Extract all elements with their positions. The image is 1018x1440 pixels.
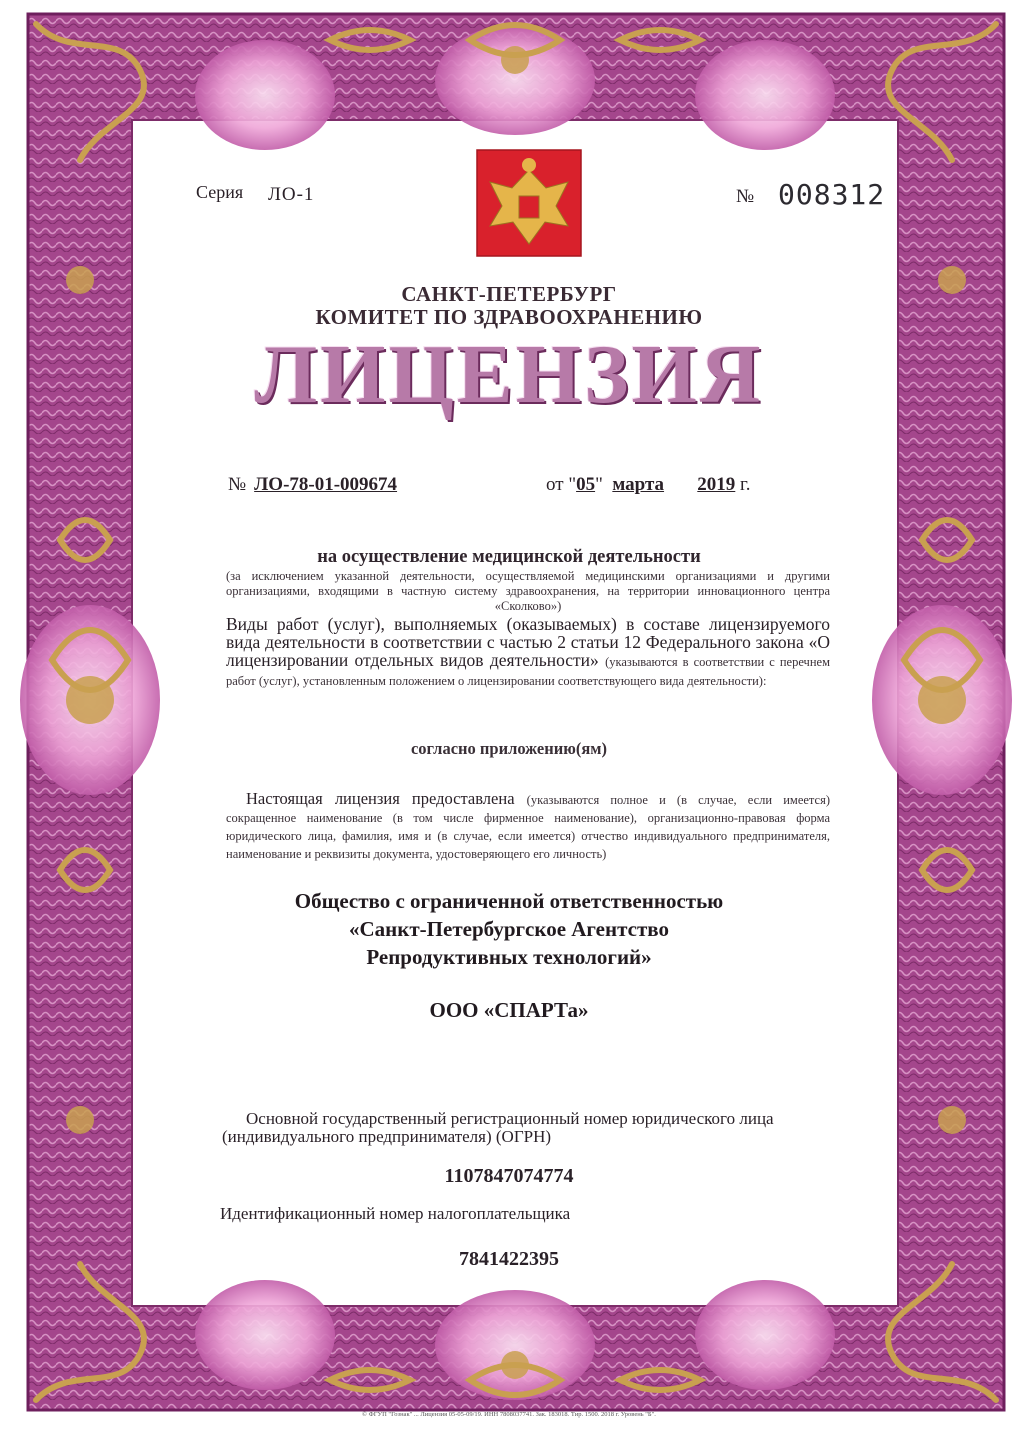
- license-date: от "05" марта 2019 г.: [546, 474, 751, 495]
- date-year: 2019: [697, 474, 736, 495]
- works-note: (указываются в соответствии с перечнем работ (услуг), установленным положением о лицензировании соответствующего вида деятельности):: [226, 655, 830, 688]
- printer-imprint: © ФГУП "Гознак" ... Лицензия 05-05-09/19. ИНН 7808037741. Зак. 183018. Тир. 1500. 2018 г. Уровень "Б".: [362, 1411, 656, 1418]
- license-number: [228, 474, 397, 496]
- granted-to-description: [226, 790, 830, 862]
- form-number-sign: №: [736, 186, 755, 207]
- license-number-value: ЛО-78-01-009674: [254, 474, 398, 495]
- date-prefix: от: [546, 474, 564, 495]
- activity-title: на осуществление медицинской деятельности: [317, 547, 701, 567]
- org-name-line: Общество с ограниченной ответственностью: [294, 889, 724, 913]
- ogrn-value: 1107847074774: [444, 1165, 574, 1187]
- series-value: ЛО-1: [268, 184, 315, 205]
- series-label: Серия: [196, 182, 244, 202]
- issuer-city: САНКТ-ПЕТЕРБУРГ: [401, 282, 617, 306]
- org-name-line: Репродуктивных технологий»: [366, 945, 652, 969]
- license-number-sign: №: [228, 474, 247, 495]
- granted-lead: Настоящая лицензия предоставлена: [246, 789, 515, 808]
- inn-label: Идентификационный номер налогоплательщика: [220, 1204, 571, 1223]
- ogrn-label-line2: (индивидуального предпринимателя) (ОГРН): [222, 1127, 552, 1146]
- russian-coat-of-arms-icon: [477, 150, 581, 256]
- ogrn-label: [222, 1110, 828, 1146]
- document-title: ЛИЦЕНЗИЯ: [254, 328, 764, 421]
- org-name-line: «Санкт-Петербургское Агентство: [348, 917, 670, 941]
- ogrn-label-line1: Основной государственный регистрационный номер юридического лица: [246, 1109, 774, 1128]
- organization-full-name: [0, 887, 1018, 971]
- issuer-committee: КОМИТЕТ ПО ЗДРАВООХРАНЕНИЮ: [315, 305, 703, 329]
- works-value: согласно приложению(ям): [410, 739, 608, 758]
- organization-short-name: ООО «СПАРТа»: [429, 998, 589, 1022]
- granted-note: (указываются полное и (в случае, если имеется) сокращенное наименование (в том числе фирменное наименование), организационно-правовая форма юридического лица, фамилия, имя и (в случае, если имеется) отчество индивидуального предпринимателя, наименование и реквизиты документа, удостоверяющего его личность): [226, 793, 831, 861]
- date-year-suffix: г.: [740, 474, 751, 495]
- works-description: [226, 615, 830, 689]
- works-text: Виды работ (услуг), выполняемых (оказываемых) в составе лицензируемого вида деятельности в соответствии с частью 2 статьи 12 Федерального закона «О лицензировании отдельных видов деятельности»: [226, 614, 830, 670]
- inn-value: 7841422395: [459, 1248, 559, 1270]
- date-day: 05: [576, 474, 596, 495]
- date-month: марта: [612, 474, 665, 495]
- form-number: 008312: [778, 178, 886, 211]
- activity-exclusion: (за исключением указанной деятельности, осуществляемой медицинскими организациями и другими организациями, входящими в частную систему здравоохранения, на территории инновационного центра «Сколково»): [226, 569, 830, 613]
